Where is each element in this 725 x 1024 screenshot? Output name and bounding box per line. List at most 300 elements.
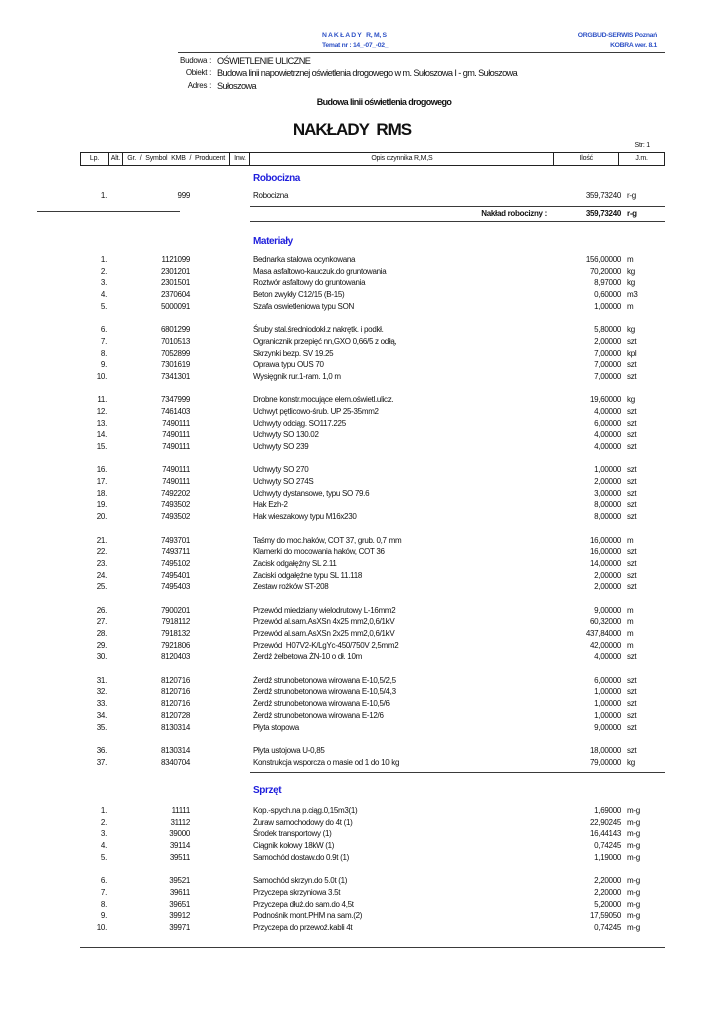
group-spacer — [0, 383, 725, 395]
row-number: 36. — [96, 745, 107, 755]
row-quantity: 1,00000 — [594, 301, 621, 311]
row-quantity: 14,00000 — [590, 558, 621, 568]
group-spacer — [0, 453, 725, 465]
row-description: Płyta stopowa — [253, 722, 299, 732]
row-number: 5. — [100, 852, 107, 862]
row-symbol: 39912 — [169, 911, 190, 921]
row-symbol: 8340704 — [160, 757, 190, 767]
row-symbol: 11111 — [171, 806, 190, 815]
row-symbol: 39971 — [169, 922, 190, 932]
table-row — [0, 840, 725, 852]
row-unit: kpl — [627, 348, 637, 358]
row-symbol: 6801299 — [160, 325, 190, 335]
row-description: Uchwyty SO 270 — [253, 465, 309, 475]
row-number: 10. — [96, 922, 107, 932]
row-symbol: 7492202 — [160, 488, 190, 498]
row-quantity: 79,00000 — [590, 757, 621, 767]
row-symbol: 8130314 — [160, 722, 190, 732]
row-unit: r-g — [627, 191, 636, 200]
row-symbol: 7010513 — [160, 336, 190, 346]
row-unit: szt — [627, 547, 637, 557]
row-quantity: 156,00000 — [585, 255, 621, 264]
row-symbol: 39521 — [169, 876, 190, 886]
table-row — [0, 190, 725, 202]
row-number: 3. — [100, 829, 107, 839]
row-quantity: 70,20000 — [590, 266, 621, 276]
row-description: Taśmy do moc.haków, COT 37, grub. 0,7 mm — [253, 535, 402, 545]
company-name: ORGBUD-SERWIS Poznań — [577, 32, 657, 39]
row-quantity: 359,73240 — [585, 191, 621, 200]
table-row — [0, 266, 725, 278]
row-unit: m-g — [627, 922, 640, 932]
row-quantity: 9,00000 — [594, 722, 621, 732]
row-description: Przyczepa dłuż.do sam.do 4,5t — [253, 899, 354, 909]
row-unit: szt — [627, 722, 637, 732]
row-unit: szt — [627, 406, 637, 416]
row-number: 2. — [100, 266, 107, 276]
row-description: Żerdź strunobetonowa wirowana E-12/6 — [253, 710, 384, 720]
row-quantity: 1,00000 — [594, 465, 621, 475]
table-row — [0, 757, 725, 769]
group-spacer — [0, 523, 725, 535]
row-unit: m — [627, 640, 634, 650]
row-number: 8. — [100, 348, 107, 358]
row-unit: szt — [627, 336, 637, 346]
row-unit: szt — [627, 675, 637, 685]
row-quantity: 4,00000 — [594, 406, 621, 416]
row-symbol: 8130314 — [160, 745, 190, 755]
row-description: Zaciski odgałęźne typu SL 11.118 — [253, 570, 362, 580]
row-symbol: 7490111 — [162, 477, 190, 487]
column-header-unit: J.m. — [635, 155, 648, 162]
column-header-alt: Alt. — [109, 153, 123, 165]
document-type-label: N A K Ł A D Y R, M, S — [322, 32, 387, 39]
section-heading-materials: Materiały — [253, 236, 293, 247]
row-unit: szt — [627, 488, 637, 498]
row-number: 15. — [96, 442, 107, 451]
row-symbol: 2370604 — [160, 290, 190, 300]
row-quantity: 2,20000 — [594, 876, 621, 886]
row-unit: szt — [627, 558, 637, 568]
row-unit: szt — [627, 371, 637, 381]
row-quantity: 0,74245 — [594, 922, 621, 932]
row-quantity: 1,00000 — [594, 710, 621, 720]
row-symbol: 7493502 — [160, 512, 190, 522]
budowa-label: Budowa : — [180, 56, 211, 65]
row-symbol: 7341301 — [160, 371, 190, 381]
row-description: Żerdź żelbetowa ŻN-10 o dł. 10m — [253, 652, 362, 662]
row-quantity: 7,00000 — [594, 348, 621, 358]
row-number: 11. — [97, 395, 107, 405]
table-row — [0, 558, 725, 570]
row-symbol: 8120728 — [160, 710, 190, 720]
row-unit: m — [627, 301, 634, 311]
row-description: Przewód al.sam.AsXSn 2x25 mm2,0,6/1kV — [253, 629, 395, 638]
row-description: Żuraw samochodowy do 4t (1) — [253, 817, 353, 827]
table-row — [0, 828, 725, 840]
adres-label: Adres : — [187, 81, 211, 90]
column-header-symbol: Gr. / Symbol KMB / Producent — [123, 153, 231, 165]
row-quantity: 3,00000 — [594, 488, 621, 498]
table-row — [0, 406, 725, 418]
row-symbol: 7301619 — [160, 360, 190, 370]
table-row — [0, 464, 725, 476]
row-quantity: 17,59050 — [590, 911, 621, 921]
row-quantity: 42,00000 — [590, 640, 621, 650]
row-number: 3. — [100, 278, 107, 288]
row-symbol: 39511 — [169, 852, 190, 862]
row-unit: kg — [627, 325, 635, 335]
row-description: Ciągnik kołowy 18kW (1) — [253, 841, 335, 851]
row-number: 7. — [100, 887, 107, 897]
labour-total-label: Nakład robocizny : — [481, 209, 547, 218]
table-row — [0, 359, 725, 371]
obiekt-label: Obiekt : — [185, 68, 211, 77]
topic-number: Temat nr : 14_-07_-02_ — [322, 42, 389, 49]
labour-total-row — [0, 208, 725, 220]
row-quantity: 18,00000 — [590, 745, 621, 755]
labour-total-unit: r-g — [627, 209, 637, 218]
row-unit: kg — [627, 278, 635, 288]
row-unit: szt — [627, 477, 637, 487]
table-row — [0, 324, 725, 336]
document-subtitle: Budowa linii oświetlenia drogowego — [316, 97, 452, 107]
row-description: Samochód skrzyn.do 5.0t (1) — [253, 876, 348, 886]
row-unit: m-g — [627, 817, 640, 827]
row-unit: m-g — [627, 876, 640, 886]
row-unit: szt — [627, 652, 637, 662]
row-unit: m — [627, 535, 634, 545]
row-quantity: 5,20000 — [594, 899, 621, 909]
document-title: NAKŁADY RMS — [292, 120, 412, 139]
table-row — [0, 605, 725, 617]
row-number: 12. — [96, 406, 107, 416]
row-quantity: 19,60000 — [590, 395, 621, 405]
header-right — [517, 31, 657, 51]
software-version: KOBRA wer. 8.1 — [610, 42, 657, 49]
row-description: Uchwyty dystansowe, typu SO 79.6 — [253, 488, 370, 498]
row-unit: szt — [627, 418, 637, 428]
row-quantity: 8,00000 — [594, 500, 621, 510]
row-symbol: 7495403 — [160, 582, 190, 592]
row-symbol: 39651 — [169, 899, 190, 909]
divider-line — [250, 221, 665, 222]
row-unit: m — [627, 617, 634, 627]
row-description: Przyczepa skrzyniowa 3.5t — [253, 887, 341, 897]
table-row — [0, 254, 725, 266]
row-description: Wysięgnik rur.1-ram. 1,0 m — [253, 371, 341, 381]
row-description: Przewód miedziany wielodrutowy L-16mm2 — [253, 605, 396, 615]
row-quantity: 437,84000 — [585, 629, 621, 638]
row-symbol: 8120716 — [160, 687, 190, 697]
row-description: Skrzynki bezp. SV 19.25 — [253, 348, 334, 358]
row-description: Oprawa typu OUS 70 — [253, 360, 324, 370]
row-description: Masa asfaltowo-kauczuk.do gruntowania — [253, 266, 387, 276]
section-heading-equipment: Sprzęt — [253, 785, 282, 796]
row-symbol: 7347999 — [160, 395, 190, 405]
row-symbol: 7490111 — [162, 418, 190, 428]
row-symbol: 7490111 — [162, 465, 190, 475]
table-row — [0, 651, 725, 663]
row-description: Przyczepa do przewoź.kabli 4t — [253, 922, 353, 932]
adres-value: Sułoszowa — [217, 81, 257, 91]
row-symbol: 7490111 — [162, 442, 190, 451]
row-quantity: 5,80000 — [594, 325, 621, 335]
table-row — [0, 581, 725, 593]
table-row — [0, 570, 725, 582]
row-quantity: 2,00000 — [594, 582, 621, 592]
row-number: 4. — [100, 841, 107, 851]
row-number: 26. — [96, 605, 107, 615]
column-header-lp: Lp. — [81, 153, 109, 165]
row-quantity: 0,74245 — [594, 841, 621, 851]
row-description: Konstrukcja wsporcza o masie od 1 do 10 kg — [253, 757, 400, 767]
row-symbol: 7495401 — [160, 570, 190, 580]
row-number: 18. — [96, 488, 107, 498]
row-symbol: 7921806 — [160, 640, 190, 650]
table-row — [0, 301, 725, 313]
table-row — [0, 805, 725, 817]
row-quantity: 2,20000 — [594, 887, 621, 897]
table-row — [0, 899, 725, 911]
row-unit: m-g — [627, 911, 640, 921]
row-unit: szt — [627, 699, 637, 709]
row-quantity: 6,00000 — [594, 675, 621, 685]
labour-total-value: 359,73240 — [585, 209, 621, 218]
row-description: Bednarka stalowa ocynkowana — [253, 255, 356, 264]
row-number: 8. — [100, 899, 107, 909]
table-row — [0, 336, 725, 348]
row-symbol: 31112 — [170, 817, 190, 827]
table-row — [0, 289, 725, 301]
row-unit: szt — [627, 570, 637, 580]
row-number: 32. — [96, 687, 107, 697]
row-description: Ogranicznik przepięć nn,GXO 0,66/5 z odłą, — [253, 336, 397, 346]
header-center — [322, 31, 432, 51]
table-row — [0, 429, 725, 441]
row-unit: m — [627, 629, 634, 638]
labour-list — [0, 190, 725, 202]
table-row — [0, 511, 725, 523]
row-number: 30. — [96, 652, 107, 662]
row-number: 9. — [100, 911, 107, 921]
row-description: Podnośnik mont.PHM na sam.(2) — [253, 911, 363, 921]
row-number: 9. — [100, 360, 107, 370]
row-quantity: 2,00000 — [594, 336, 621, 346]
row-number: 25. — [96, 582, 107, 592]
row-quantity: 16,44143 — [590, 829, 621, 839]
budowa-value: OŚWIETLENIE ULICZNE — [217, 56, 311, 66]
row-description: Drobne konstr.mocujące elem.oświetl.ulicz. — [253, 395, 394, 405]
row-description: Płyta ustojowa U-0,85 — [253, 745, 325, 755]
row-description: Przewód H07V2-K/LgYc-450/750V 2,5mm2 — [253, 640, 399, 650]
materials-list — [0, 254, 725, 768]
row-quantity: 2,00000 — [594, 570, 621, 580]
row-unit: szt — [627, 360, 637, 370]
row-unit: kg — [627, 757, 635, 767]
table-row — [0, 616, 725, 628]
row-symbol: 7918112 — [161, 617, 190, 627]
row-unit: szt — [627, 430, 637, 440]
row-unit: szt — [627, 745, 637, 755]
table-row — [0, 628, 725, 640]
row-description: Środek transportowy (1) — [253, 829, 332, 839]
row-description: Żerdź strunobetonowa wirowana E-10,5/4,3 — [253, 687, 396, 697]
row-number: 20. — [96, 512, 107, 522]
row-quantity: 1,00000 — [594, 687, 621, 697]
row-symbol: 2301201 — [160, 266, 190, 276]
table-row — [0, 546, 725, 558]
row-symbol: 5000091 — [160, 301, 190, 311]
table-row — [0, 476, 725, 488]
table-row — [0, 875, 725, 887]
row-symbol: 8120403 — [160, 652, 190, 662]
row-unit: m-g — [627, 806, 640, 815]
row-number: 22. — [96, 547, 107, 557]
row-quantity: 8,00000 — [594, 512, 621, 522]
row-symbol: 7918132 — [160, 629, 190, 638]
row-number: 5. — [100, 301, 107, 311]
row-quantity: 7,00000 — [594, 360, 621, 370]
table-row — [0, 418, 725, 430]
row-symbol: 7490111 — [162, 430, 190, 440]
header-divider-line — [178, 52, 665, 53]
row-quantity: 8,97000 — [594, 278, 621, 288]
row-symbol: 999 — [177, 191, 190, 200]
row-unit: m — [627, 255, 634, 264]
table-row — [0, 887, 725, 899]
row-unit: kg — [627, 395, 635, 405]
row-unit: szt — [627, 500, 637, 510]
row-quantity: 6,00000 — [594, 418, 621, 428]
row-unit: m — [627, 605, 634, 615]
row-description: Przewód al.sam.AsXSn 4x25 mm2,0,6/1kV — [253, 617, 395, 627]
row-symbol: 7900201 — [160, 605, 190, 615]
row-description: Szafa oswietleniowa typu SON — [253, 301, 354, 311]
row-unit: szt — [627, 710, 637, 720]
row-description: Żerdź strunobetonowa wirowana E-10,5/2,5 — [253, 675, 396, 685]
bottom-divider-line — [80, 947, 665, 948]
row-description: Uchwyty SO 274S — [253, 477, 314, 487]
row-symbol: 7495102 — [160, 558, 190, 568]
row-number: 29. — [96, 640, 107, 650]
divider-line — [250, 772, 665, 773]
group-spacer — [0, 863, 725, 875]
row-description: Uchwyt pętlicowo-śrub. UP 25-35mm2 — [253, 406, 379, 416]
row-symbol: 8120716 — [160, 699, 190, 709]
row-number: 31. — [96, 675, 107, 685]
table-row — [0, 817, 725, 829]
table-row — [0, 710, 725, 722]
row-number: 6. — [100, 876, 107, 886]
row-number: 23. — [96, 558, 107, 568]
row-unit: m-g — [627, 899, 640, 909]
row-description: Klamerki do mocowania haków, COT 36 — [253, 547, 385, 557]
row-description: Śruby stal.średniodokł.z nakrętk. i podkł. — [253, 325, 384, 335]
table-row — [0, 441, 725, 453]
row-unit: m3 — [627, 290, 638, 300]
row-number: 35. — [96, 722, 107, 732]
row-symbol: 39000 — [169, 829, 190, 839]
row-quantity: 22,90245 — [590, 817, 621, 827]
row-symbol: 39611 — [169, 887, 190, 897]
row-symbol: 7493701 — [160, 535, 190, 545]
table-row — [0, 488, 725, 500]
row-symbol: 7493711 — [161, 547, 190, 557]
row-unit: kg — [627, 266, 635, 276]
row-quantity: 60,32000 — [590, 617, 621, 627]
row-unit: szt — [627, 582, 637, 592]
row-unit: m-g — [627, 887, 640, 897]
table-row — [0, 852, 725, 864]
column-header-inw: Inw. — [230, 153, 250, 165]
row-quantity: 4,00000 — [594, 652, 621, 662]
table-row — [0, 371, 725, 383]
row-number: 33. — [96, 699, 107, 709]
row-number: 4. — [100, 290, 107, 300]
divider-line — [250, 206, 665, 207]
row-unit: m-g — [627, 852, 640, 862]
row-number: 28. — [96, 629, 107, 638]
row-description: Samochód dostaw.do 0.9t (1) — [253, 852, 349, 862]
row-unit: szt — [627, 465, 637, 475]
row-number: 10. — [96, 371, 107, 381]
row-symbol: 39114 — [169, 841, 190, 851]
row-quantity: 0,60000 — [594, 290, 621, 300]
row-number: 21. — [96, 535, 107, 545]
row-description: Zacisk odgałęźny SL 2.11 — [253, 558, 337, 568]
row-description: Hak Ezh-2 — [253, 500, 288, 510]
row-number: 7. — [100, 336, 107, 346]
row-description: Żerdź strunobetonowa wirowana E-10,5/6 — [253, 699, 390, 709]
group-spacer — [0, 663, 725, 675]
group-spacer — [0, 733, 725, 745]
row-quantity: 1,69000 — [594, 806, 621, 815]
row-quantity: 9,00000 — [594, 605, 621, 615]
row-number: 37. — [96, 757, 107, 767]
obiekt-value: Budowa linii napowietrznej oświetlenia drogowego w m. Sułoszowa I - gm. Sułoszowa — [217, 68, 518, 78]
table-row — [0, 686, 725, 698]
row-symbol: 8120716 — [160, 675, 190, 685]
row-description: Beton zwykły C12/15 (B-15) — [253, 290, 345, 300]
row-description: Uchwyty SO 239 — [253, 442, 309, 451]
table-row — [0, 499, 725, 511]
row-number: 34. — [96, 710, 107, 720]
row-unit: m-g — [627, 829, 640, 839]
row-description: Kop.-spych.na p.ciąg.0,15m3(1) — [253, 806, 358, 815]
row-quantity: 16,00000 — [590, 547, 621, 557]
row-number: 14. — [96, 430, 107, 440]
row-description: Hak wieszakowy typu M16x230 — [253, 512, 357, 522]
group-spacer — [0, 593, 725, 605]
table-row — [0, 535, 725, 547]
equipment-list — [0, 805, 725, 934]
row-quantity: 1,00000 — [594, 699, 621, 709]
table-row — [0, 348, 725, 360]
row-quantity: 4,00000 — [594, 442, 621, 451]
row-quantity: 4,00000 — [594, 430, 621, 440]
table-row — [0, 394, 725, 406]
row-number: 24. — [96, 570, 107, 580]
row-description: Zestaw rożków ST-208 — [253, 582, 329, 592]
row-description: Uchwyty SO 130.02 — [253, 430, 319, 440]
table-row — [0, 675, 725, 687]
table-row — [0, 277, 725, 289]
row-number: 27. — [96, 617, 107, 627]
row-number: 6. — [100, 325, 107, 335]
row-number: 19. — [96, 500, 107, 510]
row-number: 2. — [100, 817, 107, 827]
